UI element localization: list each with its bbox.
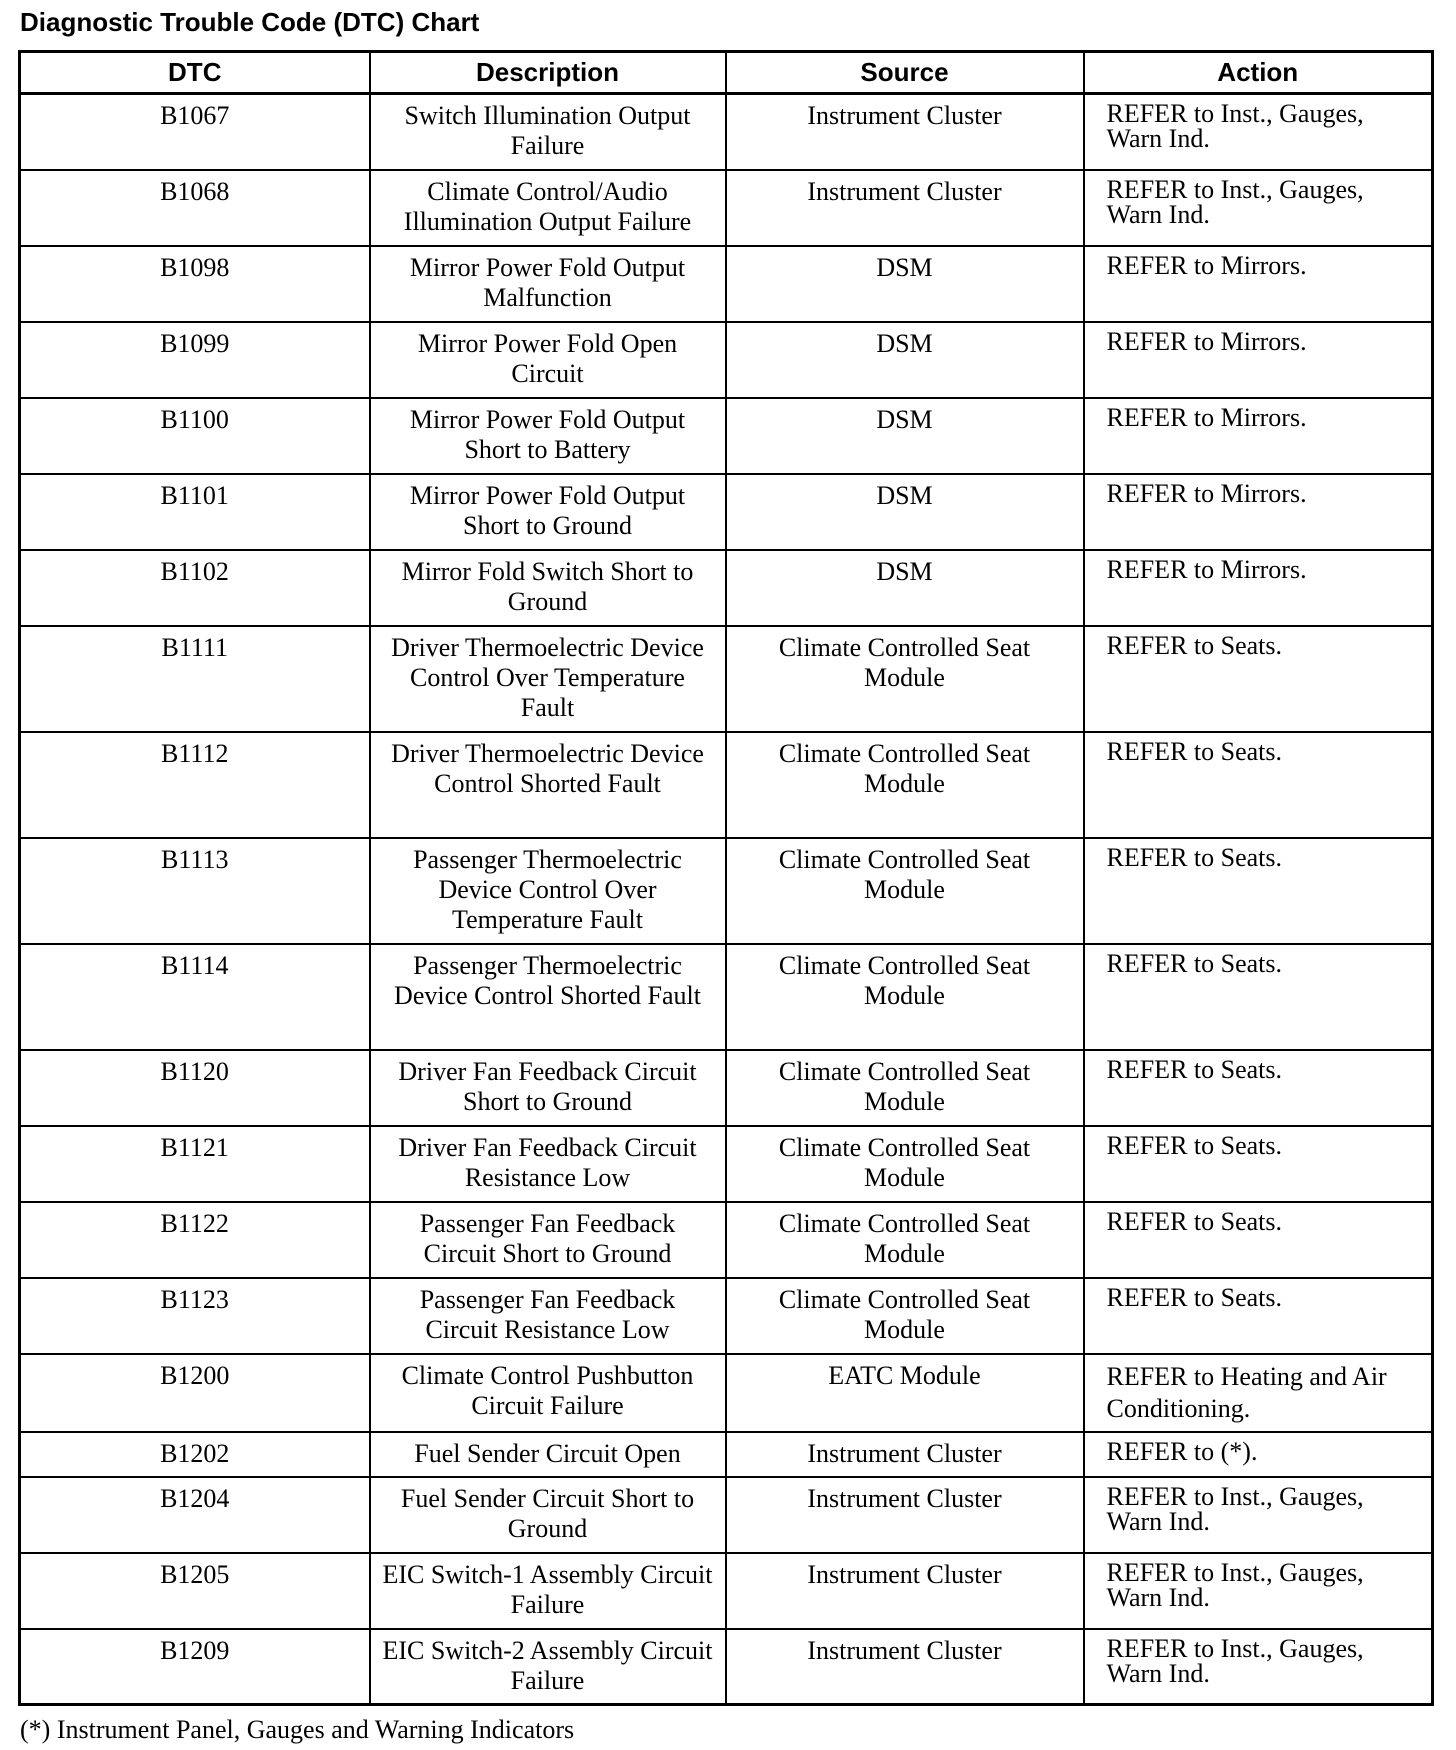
dtc-source: Climate Controlled Seat Module bbox=[726, 1278, 1084, 1354]
dtc-description: Mirror Power Fold Output Short to Ground bbox=[370, 474, 726, 550]
dtc-description: Driver Thermoelectric Device Control Shorted Fault bbox=[370, 732, 726, 838]
dtc-action: REFER to Seats. bbox=[1084, 1202, 1433, 1278]
dtc-description: Fuel Sender Circuit Open bbox=[370, 1432, 726, 1477]
table-header-row bbox=[20, 52, 1433, 94]
dtc-code: B1098 bbox=[20, 246, 370, 322]
dtc-source: DSM bbox=[726, 398, 1084, 474]
dtc-code: B1123 bbox=[20, 1278, 370, 1354]
dtc-code: B1113 bbox=[20, 838, 370, 944]
dtc-action: REFER to Inst., Gauges, Warn Ind. bbox=[1084, 1477, 1433, 1553]
dtc-description: Climate Control/Audio Illumination Output Failure bbox=[370, 170, 726, 246]
dtc-description: EIC Switch-2 Assembly Circuit Failure bbox=[370, 1629, 726, 1705]
dtc-code: B1100 bbox=[20, 398, 370, 474]
table-row bbox=[20, 732, 1433, 838]
table-row bbox=[20, 1432, 1433, 1477]
dtc-code: B1112 bbox=[20, 732, 370, 838]
column-header-source: Source bbox=[726, 52, 1084, 94]
dtc-source: DSM bbox=[726, 550, 1084, 626]
dtc-source: DSM bbox=[726, 322, 1084, 398]
table-row bbox=[20, 94, 1433, 170]
dtc-code: B1114 bbox=[20, 944, 370, 1050]
table-row bbox=[20, 170, 1433, 246]
dtc-description: Passenger Thermoelectric Device Control Shorted Fault bbox=[370, 944, 726, 1050]
column-header-dtc: DTC bbox=[20, 52, 370, 94]
dtc-action: REFER to Inst., Gauges, Warn Ind. bbox=[1084, 1553, 1433, 1629]
dtc-description: Climate Control Pushbutton Circuit Failure bbox=[370, 1354, 726, 1432]
dtc-action: REFER to Seats. bbox=[1084, 838, 1433, 944]
dtc-code: B1067 bbox=[20, 94, 370, 170]
dtc-code: B1120 bbox=[20, 1050, 370, 1126]
dtc-code: B1111 bbox=[20, 626, 370, 732]
dtc-source: EATC Module bbox=[726, 1354, 1084, 1432]
dtc-description: Passenger Thermoelectric Device Control Over Temperature Fault bbox=[370, 838, 726, 944]
dtc-source: Climate Controlled Seat Module bbox=[726, 1202, 1084, 1278]
table-row bbox=[20, 944, 1433, 1050]
dtc-code: B1205 bbox=[20, 1553, 370, 1629]
dtc-source: Climate Controlled Seat Module bbox=[726, 838, 1084, 944]
dtc-code: B1101 bbox=[20, 474, 370, 550]
dtc-code: B1102 bbox=[20, 550, 370, 626]
table-row bbox=[20, 1202, 1433, 1278]
table-row bbox=[20, 1126, 1433, 1202]
dtc-action: REFER to Mirrors. bbox=[1084, 474, 1433, 550]
dtc-description: Mirror Power Fold Output Malfunction bbox=[370, 246, 726, 322]
table-row bbox=[20, 398, 1433, 474]
dtc-code: B1099 bbox=[20, 322, 370, 398]
dtc-description: Passenger Fan Feedback Circuit Resistance Low bbox=[370, 1278, 726, 1354]
dtc-description: Driver Thermoelectric Device Control Over Temperature Fault bbox=[370, 626, 726, 732]
dtc-code: B1200 bbox=[20, 1354, 370, 1432]
dtc-description: Mirror Power Fold Output Short to Battery bbox=[370, 398, 726, 474]
table-row bbox=[20, 1553, 1433, 1629]
dtc-code: B1202 bbox=[20, 1432, 370, 1477]
table-row bbox=[20, 550, 1433, 626]
dtc-action: REFER to Seats. bbox=[1084, 1050, 1433, 1126]
dtc-code: B1068 bbox=[20, 170, 370, 246]
table-row bbox=[20, 1354, 1433, 1432]
table-row bbox=[20, 626, 1433, 732]
dtc-action: REFER to Seats. bbox=[1084, 1278, 1433, 1354]
dtc-action: REFER to Mirrors. bbox=[1084, 322, 1433, 398]
dtc-source: Instrument Cluster bbox=[726, 1553, 1084, 1629]
table-row bbox=[20, 1278, 1433, 1354]
dtc-action: REFER to (*). bbox=[1084, 1432, 1433, 1477]
dtc-action: REFER to Seats. bbox=[1084, 626, 1433, 732]
dtc-source: Climate Controlled Seat Module bbox=[726, 1126, 1084, 1202]
dtc-source: Climate Controlled Seat Module bbox=[726, 944, 1084, 1050]
dtc-action: REFER to Inst., Gauges, Warn Ind. bbox=[1084, 170, 1433, 246]
dtc-action: REFER to Inst., Gauges, Warn Ind. bbox=[1084, 1629, 1433, 1705]
table-row bbox=[20, 1477, 1433, 1553]
dtc-source: Instrument Cluster bbox=[726, 1477, 1084, 1553]
dtc-action: REFER to Seats. bbox=[1084, 1126, 1433, 1202]
dtc-action: REFER to Mirrors. bbox=[1084, 398, 1433, 474]
table-row bbox=[20, 322, 1433, 398]
dtc-source: Instrument Cluster bbox=[726, 94, 1084, 170]
dtc-action: REFER to Mirrors. bbox=[1084, 550, 1433, 626]
dtc-description: Fuel Sender Circuit Short to Ground bbox=[370, 1477, 726, 1553]
dtc-description: Switch Illumination Output Failure bbox=[370, 94, 726, 170]
dtc-description: Driver Fan Feedback Circuit Resistance Low bbox=[370, 1126, 726, 1202]
table-row bbox=[20, 474, 1433, 550]
table-row bbox=[20, 1050, 1433, 1126]
dtc-action: REFER to Mirrors. bbox=[1084, 246, 1433, 322]
dtc-code: B1204 bbox=[20, 1477, 370, 1553]
dtc-action: REFER to Seats. bbox=[1084, 732, 1433, 838]
dtc-source: Instrument Cluster bbox=[726, 1629, 1084, 1705]
column-header-description: Description bbox=[370, 52, 726, 94]
dtc-description: Mirror Fold Switch Short to Ground bbox=[370, 550, 726, 626]
dtc-source: Instrument Cluster bbox=[726, 1432, 1084, 1477]
dtc-source: DSM bbox=[726, 474, 1084, 550]
dtc-source: DSM bbox=[726, 246, 1084, 322]
table-row bbox=[20, 838, 1433, 944]
dtc-source: Instrument Cluster bbox=[726, 170, 1084, 246]
column-header-action: Action bbox=[1084, 52, 1433, 94]
table-row bbox=[20, 1629, 1433, 1705]
dtc-code: B1121 bbox=[20, 1126, 370, 1202]
dtc-source: Climate Controlled Seat Module bbox=[726, 732, 1084, 838]
dtc-action: REFER to Seats. bbox=[1084, 944, 1433, 1050]
dtc-description: Driver Fan Feedback Circuit Short to Ground bbox=[370, 1050, 726, 1126]
table-row bbox=[20, 246, 1433, 322]
page-title: Diagnostic Trouble Code (DTC) Chart bbox=[20, 7, 480, 37]
footnote: (*) Instrument Panel, Gauges and Warning Indicators bbox=[20, 1715, 575, 1744]
dtc-code: B1122 bbox=[20, 1202, 370, 1278]
dtc-description: Passenger Fan Feedback Circuit Short to Ground bbox=[370, 1202, 726, 1278]
dtc-source: Climate Controlled Seat Module bbox=[726, 1050, 1084, 1126]
dtc-action: REFER to Heating and Air Conditioning. bbox=[1084, 1354, 1433, 1432]
dtc-action: REFER to Inst., Gauges, Warn Ind. bbox=[1084, 94, 1433, 170]
dtc-description: Mirror Power Fold Open Circuit bbox=[370, 322, 726, 398]
dtc-source: Climate Controlled Seat Module bbox=[726, 626, 1084, 732]
dtc-code: B1209 bbox=[20, 1629, 370, 1705]
dtc-table bbox=[18, 50, 1434, 1706]
dtc-description: EIC Switch-1 Assembly Circuit Failure bbox=[370, 1553, 726, 1629]
